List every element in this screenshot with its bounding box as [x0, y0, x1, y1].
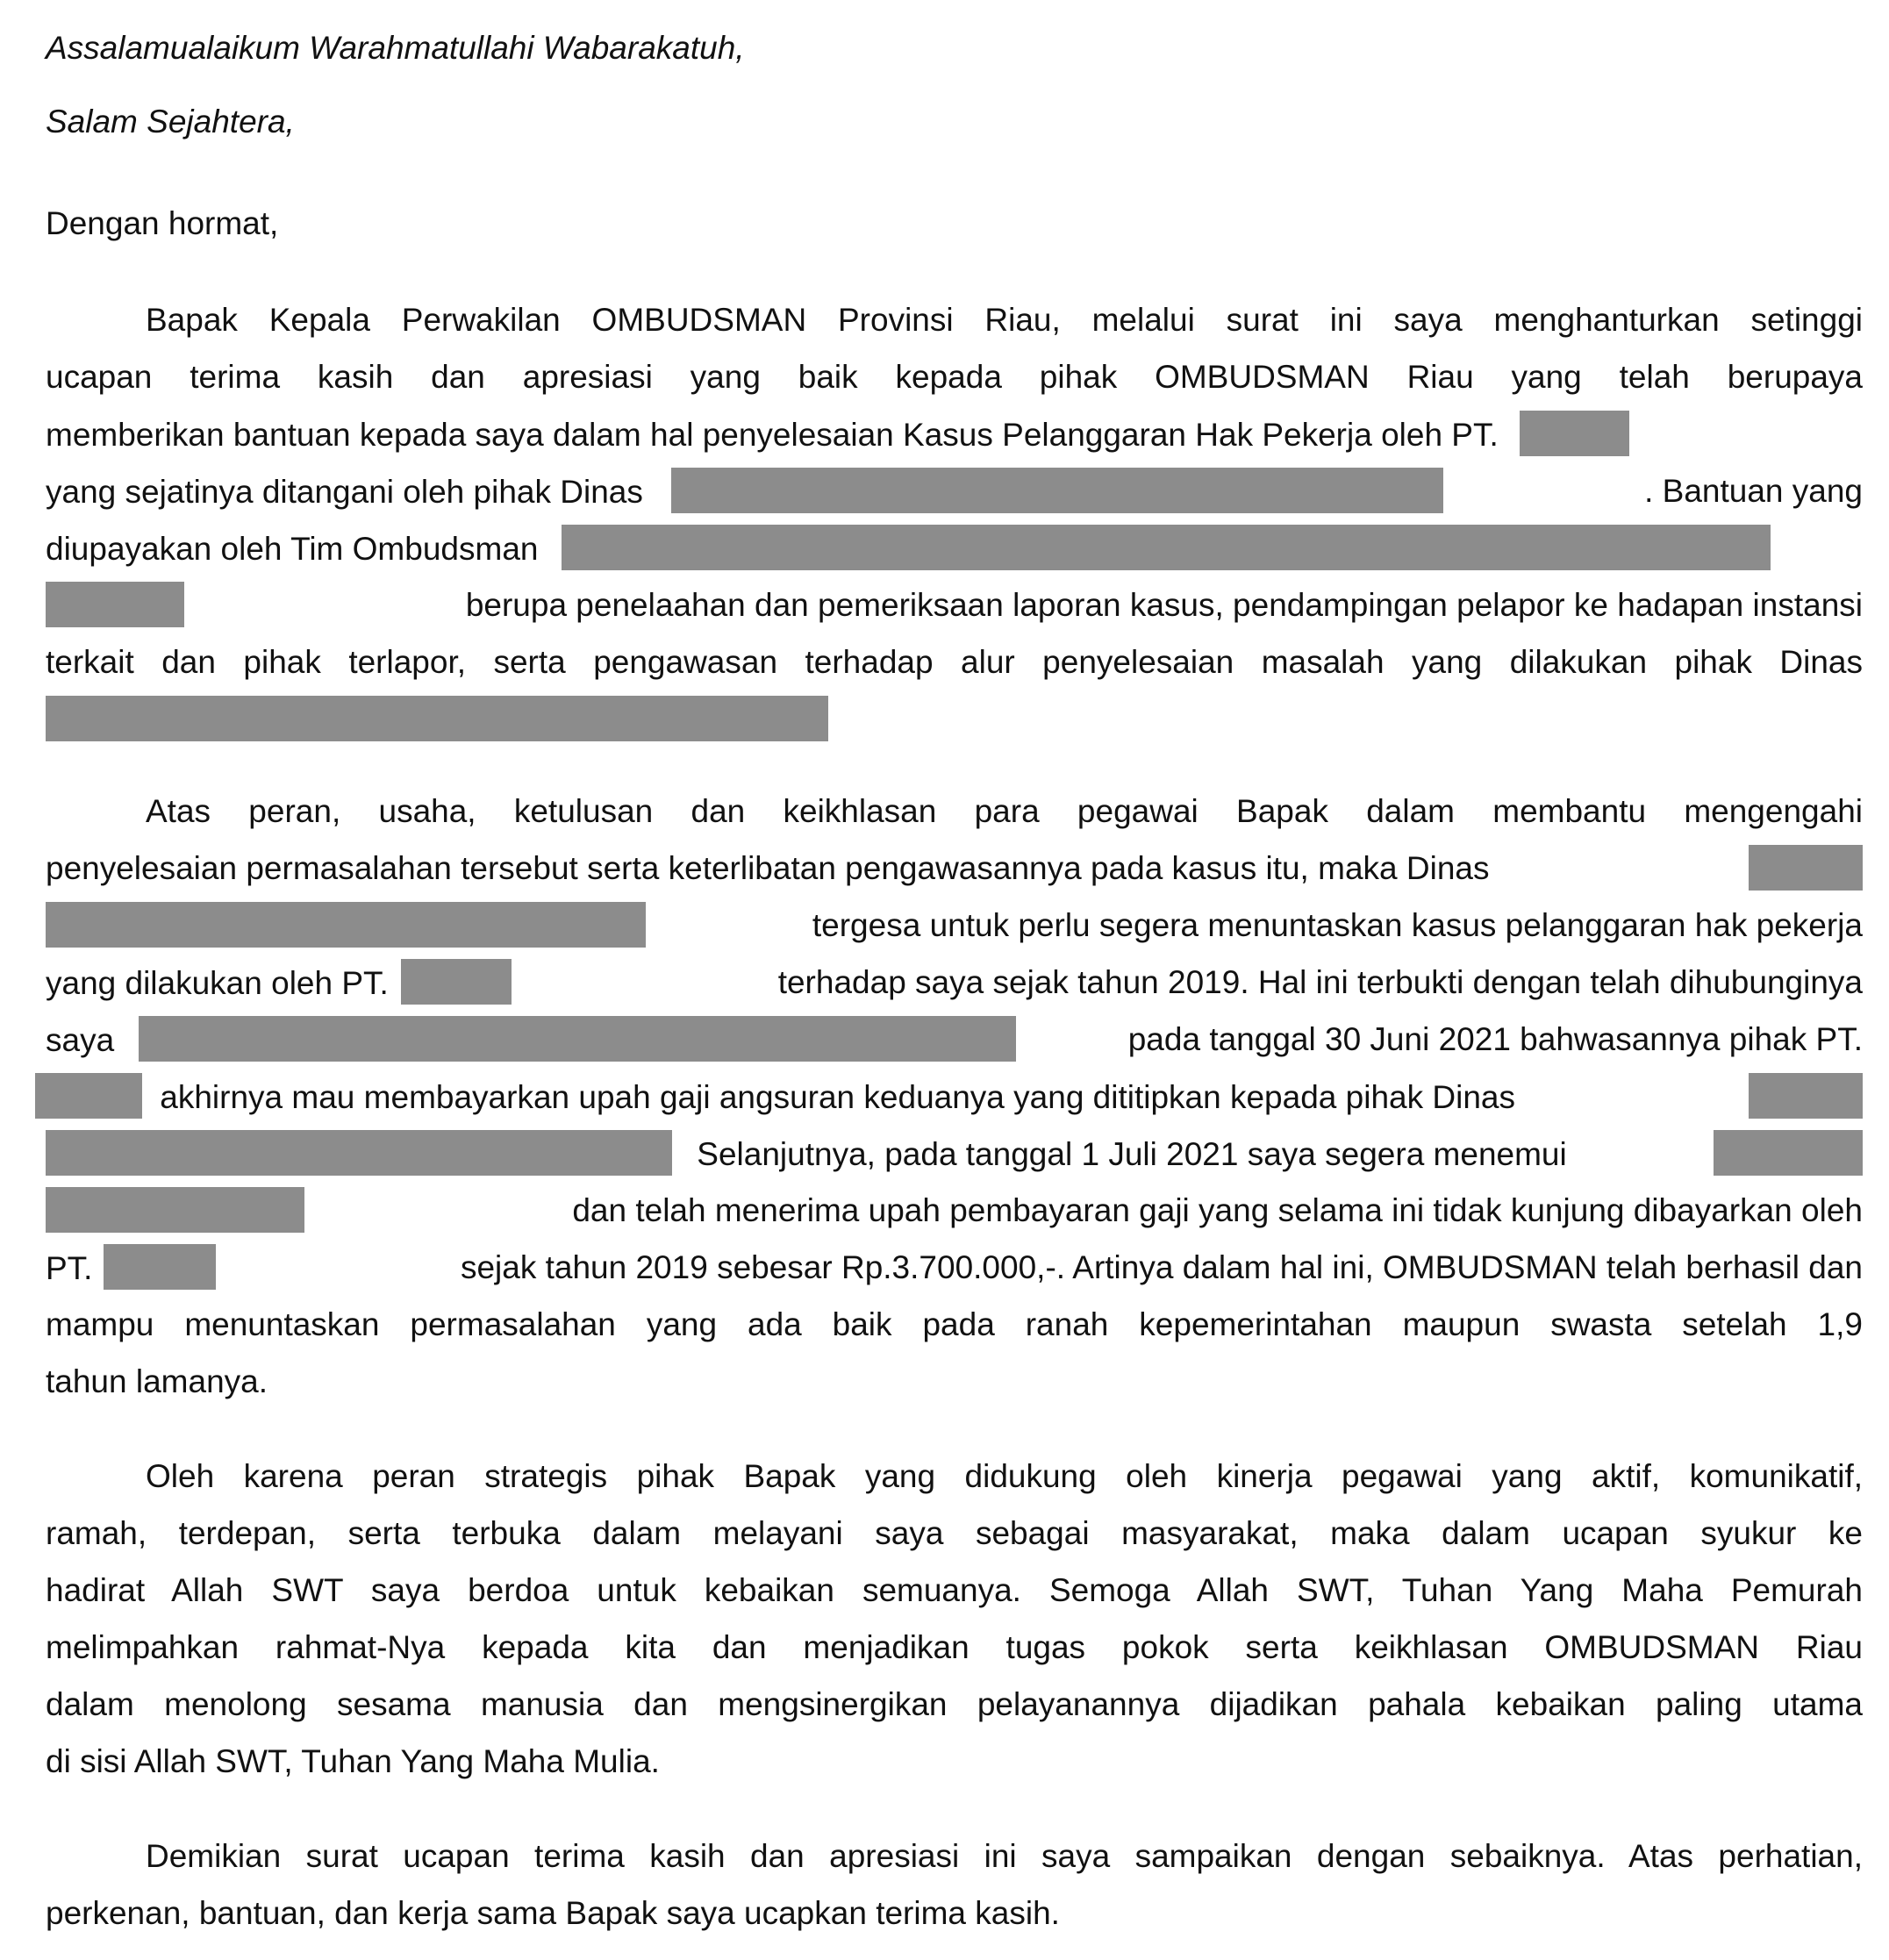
p1-line-4-text-b: . Bantuan yang	[1644, 473, 1863, 509]
p1-line-1: Bapak Kepala Perwakilan OMBUDSMAN Provinsi Riau, melalui surat ini saya menghanturkan setinggi	[146, 302, 1863, 338]
greeting-secondary: Salam Sejahtera,	[46, 104, 295, 139]
p3-line-4: melimpahkan rahmat-Nya kepada kita dan menjadikan tugas pokok serta keikhlasan OMBUDSMAN Riau	[46, 1629, 1863, 1665]
p1-line-2: ucapan terima kasih dan apresiasi yang baik kepada pihak OMBUDSMAN Riau yang telah berupaya	[46, 359, 1863, 395]
p4-line-1: Demikian surat ucapan terima kasih dan apresiasi ini saya sampaikan dengan sebaiknya. Atas perhatian,	[146, 1838, 1863, 1874]
p2-line-4	[46, 962, 1863, 1008]
p2-line-1: Atas peran, usaha, ketulusan dan keikhlasan para pegawai Bapak dalam membantu mengengahi	[146, 793, 1863, 829]
p2-line-9	[46, 1248, 1863, 1293]
greeting: Assalamualaikum Warahmatullahi Wabarakatuh,	[46, 30, 745, 66]
p2-line-7	[46, 1134, 1863, 1179]
p2-line-2	[46, 848, 1863, 889]
p2-line-5-text-b: pada tanggal 30 Juni 2021 bahwasannya pihak PT.	[1127, 1021, 1863, 1057]
redaction-block	[1714, 1130, 1863, 1176]
p2-line-4-text-b: terhadap saya sejak tahun 2019. Hal ini terbukti dengan telah dihubunginya	[777, 964, 1863, 1000]
p1-line-6	[46, 585, 1863, 631]
redaction-block	[46, 582, 184, 627]
p3-line-3: hadirat Allah SWT saya berdoa untuk kebaikan semuanya. Semoga Allah SWT, Tuhan Yang Maha Pemurah	[46, 1572, 1863, 1608]
p1-line-5	[46, 528, 1863, 574]
redaction-block	[104, 1244, 216, 1290]
p1-line-6-text: berupa penelaahan dan pemeriksaan laporan kasus, pendampingan pelapor ke hadapan instansi	[465, 587, 1863, 623]
redaction-block	[35, 1073, 142, 1119]
redaction-block	[1520, 411, 1629, 456]
p2-line-11: tahun lamanya.	[46, 1363, 268, 1399]
redaction-block	[46, 1187, 304, 1233]
p3-line-1: Oleh karena peran strategis pihak Bapak yang didukung oleh kinerja pegawai yang aktif, komunikatif,	[146, 1458, 1863, 1494]
p4-line-2: perkenan, bantuan, dan kerja sama Bapak saya ucapkan terima kasih.	[46, 1895, 1060, 1931]
p1-line-3	[46, 414, 1863, 460]
redaction-block	[401, 959, 512, 1005]
p3-line-6: di sisi Allah SWT, Tuhan Yang Maha Mulia.	[46, 1743, 660, 1779]
redaction-block	[46, 1130, 672, 1176]
redaction-block	[46, 696, 828, 741]
p1-line-7: terkait dan pihak terlapor, serta pengawasan terhadap alur penyelesaian masalah yang dilakukan pihak Dinas	[46, 644, 1863, 680]
redaction-block	[46, 902, 646, 948]
p2-line-9-text-a: PT.	[46, 1249, 93, 1286]
p2-line-2-text: penyelesaian permasalahan tersebut serta keterlibatan pengawasannya pada kasus itu, maka Dinas	[46, 850, 1490, 886]
p1-line-3-text: memberikan bantuan kepada saya dalam hal penyelesaian Kasus Pelanggaran Hak Pekerja oleh PT.	[46, 416, 1499, 453]
p2-line-3-text: tergesa untuk perlu segera menuntaskan kasus pelanggaran hak pekerja	[812, 907, 1863, 943]
p2-line-8	[46, 1191, 1863, 1236]
redaction-block	[671, 468, 1443, 513]
redaction-block	[139, 1016, 1016, 1062]
p2-line-10: mampu menuntaskan permasalahan yang ada baik pada ranah kepemerintahan maupun swasta setelah 1,9	[46, 1306, 1863, 1342]
p2-line-5	[46, 1019, 1863, 1065]
p2-line-8-text: dan telah menerima upah pembayaran gaji yang selama ini tidak kunjung dibayarkan oleh	[572, 1192, 1863, 1228]
p2-line-6-text: akhirnya mau membayarkan upah gaji angsuran keduanya yang dititipkan kepada pihak Dinas	[160, 1078, 1515, 1115]
redaction-block	[1749, 1073, 1863, 1119]
p3-line-5: dalam menolong sesama manusia dan mengsinergikan pelayanannya dijadikan pahala kebaikan paling utama	[46, 1686, 1863, 1722]
salutation: Dengan hormat,	[46, 205, 279, 241]
p3-line-2: ramah, terdepan, serta terbuka dalam melayani saya sebagai masyarakat, maka dalam ucapan syukur ke	[46, 1515, 1863, 1551]
p1-line-4-text-a: yang sejatinya ditangani oleh pihak Dinas	[46, 473, 643, 510]
p2-line-4-text-a: yang dilakukan oleh PT.	[46, 964, 389, 1001]
p2-line-6	[46, 1077, 1863, 1122]
redaction-block	[1749, 845, 1863, 891]
redaction-block	[562, 525, 1771, 570]
p2-line-3	[46, 905, 1863, 951]
p1-line-5-text: diupayakan oleh Tim Ombudsman	[46, 530, 539, 567]
p1-line-8	[46, 699, 1863, 745]
p1-line-4	[46, 471, 1863, 517]
p2-line-9-text-b: sejak tahun 2019 sebesar Rp.3.700.000,-. Artinya dalam hal ini, OMBUDSMAN telah berhasil dan	[460, 1249, 1863, 1285]
p2-line-7-text: Selanjutnya, pada tanggal 1 Juli 2021 saya segera menemui	[697, 1135, 1567, 1172]
p2-line-5-text-a: saya	[46, 1021, 115, 1058]
